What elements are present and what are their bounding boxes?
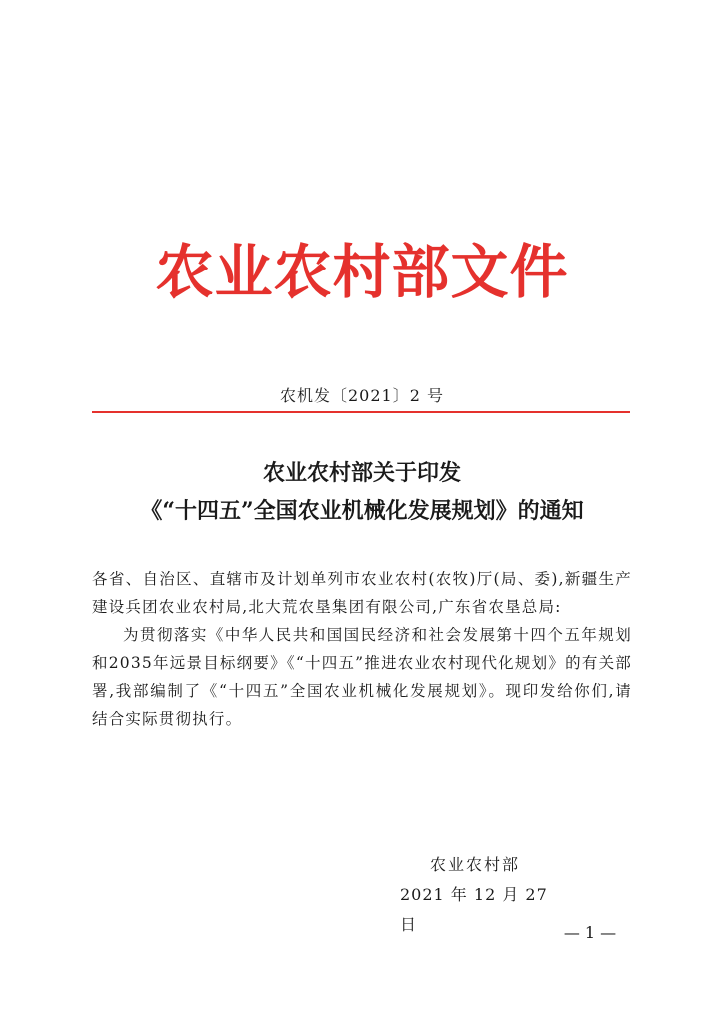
document-number: 农机发〔2021〕2 号 (280, 386, 444, 405)
notice-title-line1: 农业农村部关于印发 (262, 460, 461, 486)
main-paragraph: 为贯彻落实《中华人民共和国国民经济和社会发展第十四个五年规划和2035年远景目标纲要》《“十四五”推进农业农村现代化规划》的有关部署,我部编制了《“十四五”全国农业机械化发展规划》。现印发给你们,请结合实际贯彻执行。 (92, 626, 632, 728)
notice-title (0, 454, 724, 530)
signature-date: 2021 年 12 月 27 日 (400, 885, 548, 934)
recipients-paragraph: 各省、自治区、直辖市及计划单列市农业农村(农牧)厅(局、委),新疆生产建设兵团农业农村局,北大荒农垦集团有限公司,广东省农垦总局: (92, 570, 632, 616)
signature-organization: 农业农村部 (430, 855, 521, 874)
red-divider-line (92, 411, 630, 413)
page-number: — 1 — (563, 923, 617, 942)
notice-body (92, 565, 632, 733)
document-header-title: 农业农村部文件 (155, 238, 569, 306)
notice-title-line2: 《“十四五”全国农业机械化发展规划》的通知 (140, 498, 584, 524)
